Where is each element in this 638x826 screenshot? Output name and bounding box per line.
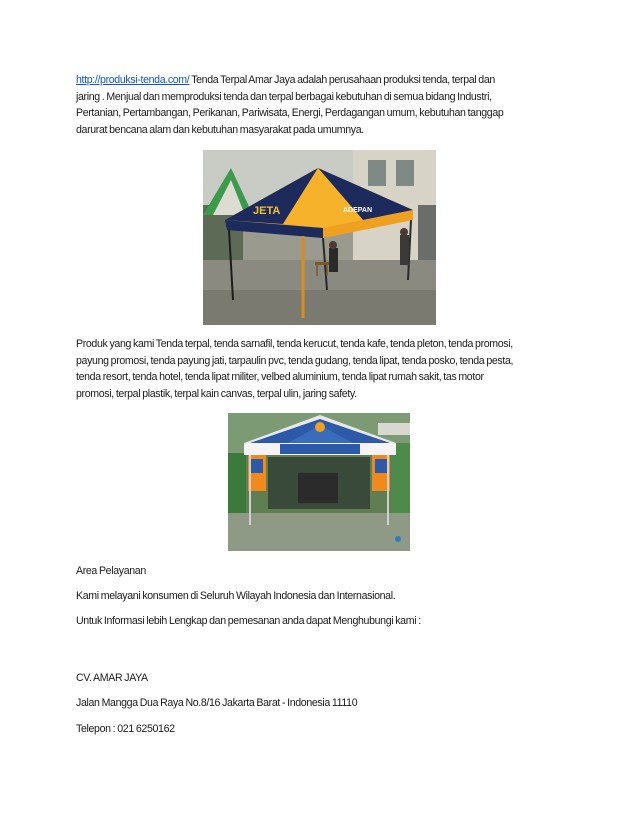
company-phone xyxy=(76,721,564,738)
tent-photo-1 xyxy=(203,150,436,325)
tent-photo-2 xyxy=(228,413,410,551)
intro-line-1-text: Tenda Terpal Amar Jaya adalah perusahaan produksi tenda, terpal dan xyxy=(189,74,495,86)
company-address-text: Jalan Mangga Dua Raya No.8/16 Jakarta Barat - Indonesia 11110 xyxy=(76,697,358,709)
website-link[interactable]: http://produksi-tenda.com/ xyxy=(76,74,190,86)
area-text-line: Kami melayani konsumen di Seluruh Wilayah Indonesia dan Internasional. xyxy=(76,590,396,602)
intro-line-1 xyxy=(76,72,564,89)
intro-line-2: jaring . Menjual dan memproduksi tenda dan terpal berbagai kebutuhan di semua bidang Industri, xyxy=(76,90,492,103)
area-heading xyxy=(76,563,564,580)
intro-line-3: Pertanian, Pertambangan, Perikanan, Pariwisata, Energi, Perdagangan umum, kebutuhan tanggap xyxy=(76,107,504,120)
products-paragraph xyxy=(76,336,564,402)
products-line-1: Produk yang kami Tenda terpal, tenda sarnafil, tenda kerucut, tenda kafe, tenda pleton, tenda promosi, xyxy=(76,338,513,350)
area-text xyxy=(76,588,564,605)
contact-intro-line: Untuk Informasi lebih Lengkap dan pemesanan anda dapat Menghubungi kami : xyxy=(76,615,421,627)
intro-line-4: darurat bencana alam dan kebutuhan masyarakat pada umumnya. xyxy=(76,123,364,136)
company-address xyxy=(76,695,564,712)
products-line-4: promosi, terpal plastik, terpal kain canvas, terpal ulin, jaring safety. xyxy=(76,387,357,400)
products-line-3: tenda resort, tenda hotel, tenda lipat militer, velbed aluminium, tenda lipat rumah sakit, tas motor xyxy=(76,371,484,384)
company-phone-text: Telepon : 021 6250162 xyxy=(76,723,175,735)
products-line-2: payung promosi, tenda payung jati, tarpaulin pvc, tenda gudang, tenda lipat, tenda posko, tenda pesta, xyxy=(76,354,514,367)
company-name xyxy=(76,670,564,687)
contact-intro xyxy=(76,613,564,630)
area-heading-text: Area Pelayanan xyxy=(76,565,146,577)
intro-paragraph xyxy=(76,72,564,138)
company-name-text: CV. AMAR JAYA xyxy=(76,672,148,684)
canopy-brand-right: ADEPAN xyxy=(343,207,373,214)
canopy-brand-left: JETA xyxy=(253,205,281,217)
